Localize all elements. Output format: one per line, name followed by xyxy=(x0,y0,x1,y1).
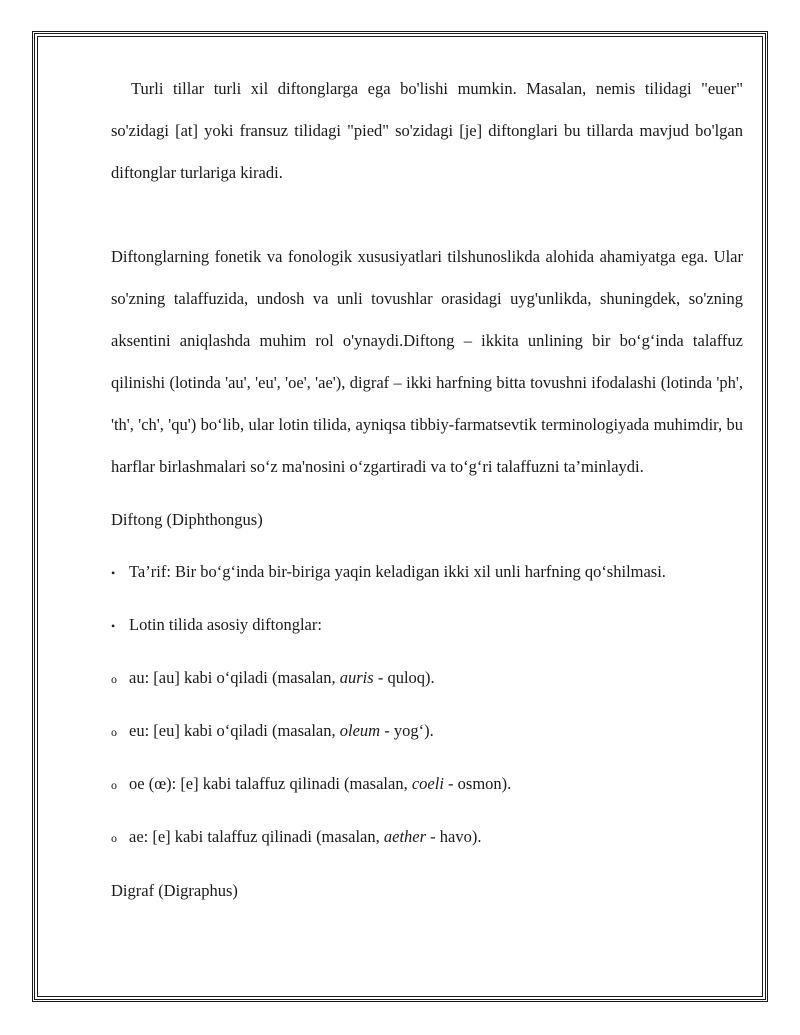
sub-item xyxy=(111,710,743,753)
paragraph-intro: Turli tillar turli xil diftonglarga ega bo'lishi mumkin. Masalan, nemis tilidagi "euer" so'zidagi [at] yoki fransuz tilidagi "pied" so'zidagi [je] diftonglari bu tillarda mavjud bo'lgan diftonglar turlariga kiradi. xyxy=(111,79,743,182)
latin-word: coeli xyxy=(411,774,444,793)
latin-word: auris xyxy=(339,668,374,687)
bullet-text: Ta’rif: Bir bo‘g‘inda bir-biriga yaqin keladigan ikki xil unli harfning qo‘shilmasi. xyxy=(129,562,666,581)
document-body xyxy=(111,68,743,922)
circle-bullet-icon: o xyxy=(111,778,117,792)
circle-bullet-icon: o xyxy=(111,831,117,845)
sub-item-text: au: [au] kabi o‘qiladi (masalan, auris - quloq). xyxy=(129,668,435,687)
heading-digraf: Digraf (Digraphus) xyxy=(111,881,238,900)
latin-word: oleum xyxy=(339,721,381,740)
bullet-text: Lotin tilida asosiy diftonglar: xyxy=(129,615,322,634)
sub-item-text: ae: [e] kabi talaffuz qilinadi (masalan, aether - havo). xyxy=(129,827,482,846)
sub-item xyxy=(111,816,743,859)
circle-bullet-icon: o xyxy=(111,672,117,686)
sub-item xyxy=(111,763,743,806)
paragraph-phonetics: Diftonglarning fonetik va fonologik xususiyatlari tilshunoslikda alohida ahamiyatga ega. Ular so'zning talaffuzida, undosh va unli tovushlar orasidagi uyg'unlikda, shuningdek, so'zning aksentini aniqlashda muhim rol o'ynaydi.Diftong – ikkita unlining bir bo‘g‘inda talaffuz qilinishi (lotinda 'au', 'eu', 'oe', 'ae'), digraf – ikki harfning bitta tovushni ifodalashi (lotinda 'ph', 'th', 'ch', 'qu') bo‘lib, ular lotin tilida, ayniqsa tibbiy-farmatsevtik terminologiyada muhimdir, bu harflar birlashmalari so‘z ma'nosini o‘zgartiradi va to‘g‘ri talaffuzni ta’minlaydi. xyxy=(111,247,743,476)
bullet-item xyxy=(111,604,743,647)
blank-line xyxy=(111,194,743,236)
sub-item-text: eu: [eu] kabi o‘qiladi (masalan, oleum - yog‘). xyxy=(129,721,434,740)
latin-word: aether xyxy=(383,827,427,846)
heading-diftong: Diftong (Diphthongus) xyxy=(111,510,263,529)
sub-item xyxy=(111,657,743,700)
sub-item-text: oe (œ): [e] kabi talaffuz qilinadi (masalan, coeli - osmon). xyxy=(129,774,512,793)
bullet-item xyxy=(111,551,743,594)
circle-bullet-icon: o xyxy=(111,725,117,739)
bullet-icon: • xyxy=(111,619,116,633)
bullet-icon: • xyxy=(111,566,116,580)
